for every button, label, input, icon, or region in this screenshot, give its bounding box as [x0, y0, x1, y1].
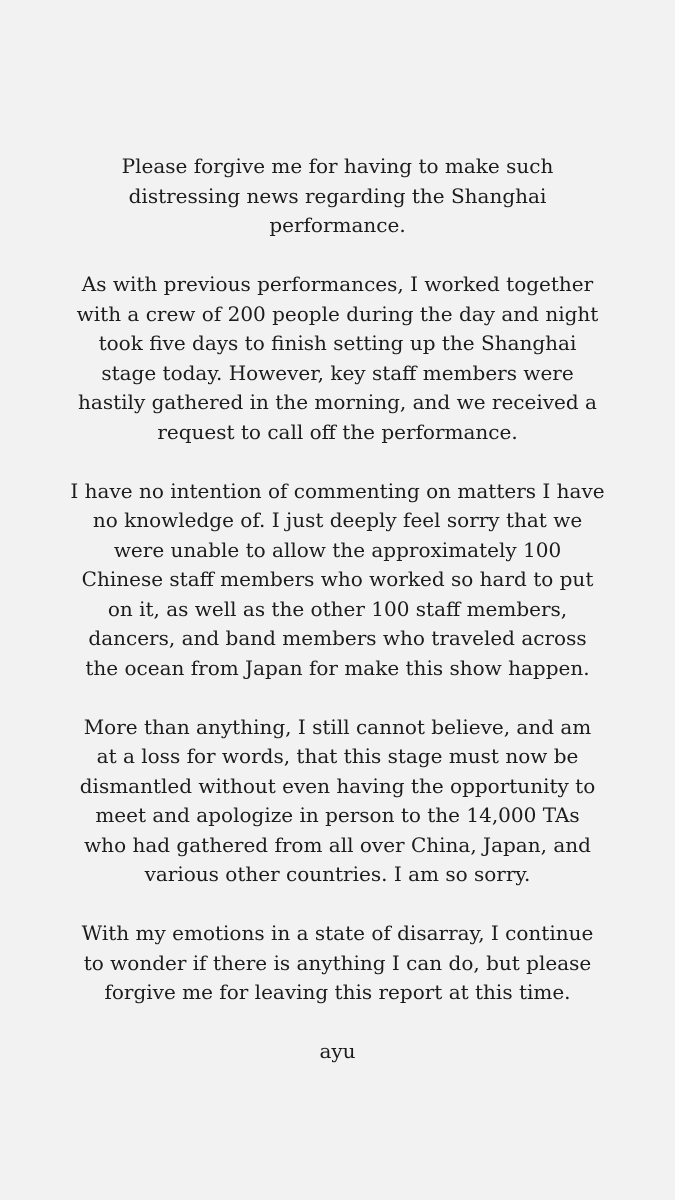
text-line: As with previous performances, I worked together [81, 272, 594, 296]
text-line: Please forgive me for having to make such [121, 154, 554, 178]
letter-body [30, 152, 645, 1067]
text-line: stage today. However, key staff members were [101, 360, 574, 385]
text-line: took five days to finish setting up the Shanghai [98, 331, 577, 355]
text-line: With my emotions in a state of disarray, I continue [81, 921, 594, 945]
text-line: request to call off the performance. [157, 419, 518, 444]
text-line: who had gathered from all over China, Japan, and [84, 832, 591, 857]
paragraph-closing [30, 919, 645, 1008]
text-line: were unable to allow the approximately 100 [113, 537, 562, 562]
paragraph-staff [30, 477, 645, 684]
text-line: various other countries. I am so sorry. [144, 862, 531, 886]
text-line: on it, as well as the other 100 staff members, [107, 596, 568, 621]
text-line: distressing news regarding the Shanghai [128, 183, 547, 208]
text-line: Chinese staff members who worked so hard to put [81, 567, 594, 591]
text-line: no knowledge of. I just deeply feel sorry that we [92, 508, 583, 532]
text-line: I have no intention of commenting on matters I have [70, 478, 605, 503]
text-line: More than anything, I still cannot believe, and am [83, 714, 592, 739]
text-line: dancers, and band members who traveled across [88, 626, 587, 650]
paragraph-apology [30, 152, 645, 241]
text-line: the ocean from Japan for make this show happen. [85, 655, 590, 680]
text-line: forgive me for leaving this report at this time. [104, 980, 571, 1004]
text-line: hastily gathered in the morning, and we received a [78, 390, 597, 414]
text-line: at a loss for words, that this stage must now be [96, 744, 579, 768]
text-line: to wonder if there is anything I can do, but please [83, 950, 592, 975]
text-line: performance. [269, 213, 406, 237]
signature: ayu [319, 1039, 356, 1063]
paragraph-stage-setup [30, 270, 645, 447]
paragraph-fans [30, 713, 645, 890]
text-line: meet and apologize in person to the 14,000 TAs [95, 803, 580, 827]
text-line: dismantled without even having the opportunity to [79, 773, 596, 798]
text-line: with a crew of 200 people during the day and night [76, 301, 599, 326]
